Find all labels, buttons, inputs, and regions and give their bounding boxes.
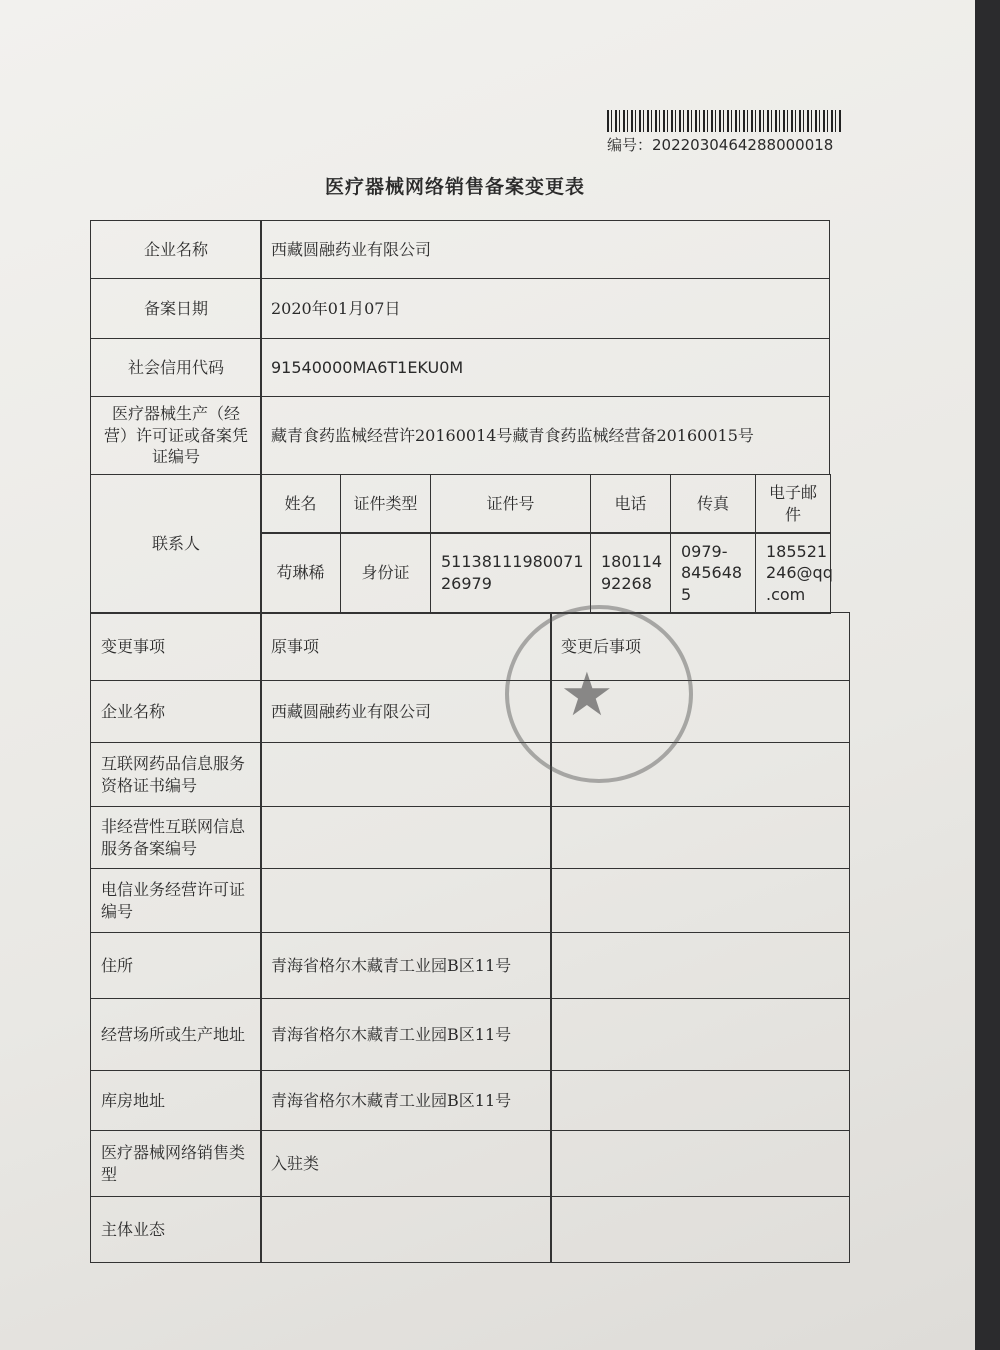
field-label: 医疗器械网络销售类型 [90,1130,262,1197]
contact-header: 证件类型 [340,474,431,534]
contact-value: 身份证 [340,532,431,614]
field-label: 医疗器械生产（经营）许可证或备案凭证编号 [90,396,262,475]
field-label: 联系人 [90,474,262,614]
seal-star-icon: ★ [560,660,614,730]
change-header: 变更后事项 [550,612,850,681]
field-label: 电信业务经营许可证编号 [90,868,262,933]
changed-value [550,1196,850,1263]
changed-value [550,806,850,869]
form-title: 医疗器械网络销售备案变更表 [325,176,586,198]
field-label: 住所 [90,932,262,999]
field-label: 社会信用代码 [90,338,262,397]
field-value: 2020年01月07日 [260,278,830,339]
field-label: 备案日期 [90,278,262,339]
original-value: 青海省格尔木藏青工业园B区11号 [260,1070,552,1131]
field-label: 库房地址 [90,1070,262,1131]
field-label: 经营场所或生产地址 [90,998,262,1071]
field-label: 主体业态 [90,1196,262,1263]
changed-value [550,868,850,933]
background-edge [975,0,1000,1350]
contact-value: 51138111980071 26979 [430,532,591,614]
changed-value [550,1130,850,1197]
original-value [260,742,552,807]
original-value: 青海省格尔木藏青工业园B区11号 [260,932,552,999]
field-value: 西藏圆融药业有限公司 [260,220,830,279]
original-value [260,1196,552,1263]
contact-header: 姓名 [260,474,341,534]
barcode [607,110,842,132]
field-value: 藏青食药监械经营许20160014号藏青食药监械经营备20160015号 [260,396,830,475]
original-value: 西藏圆融药业有限公司 [260,680,552,743]
contact-value: 0979- 845648 5 [670,532,756,614]
contact-value: 180114 92268 [590,532,671,614]
change-header: 原事项 [260,612,552,681]
changed-value [550,1070,850,1131]
change-header: 变更事项 [90,612,262,681]
field-label: 互联网药品信息服务资格证书编号 [90,742,262,807]
contact-header: 电话 [590,474,671,534]
document-number: 编号：2022030464288000018 [607,136,834,154]
contact-header: 传真 [670,474,756,534]
contact-value: 185521 246@qq .com [755,532,831,614]
field-label: 企业名称 [90,220,262,279]
contact-header: 证件号 [430,474,591,534]
changed-value [550,998,850,1071]
contact-header: 电子邮件 [755,474,831,534]
contact-value: 苟琳稀 [260,532,341,614]
field-label: 企业名称 [90,680,262,743]
field-label: 非经营性互联网信息服务备案编号 [90,806,262,869]
original-value [260,806,552,869]
original-value: 入驻类 [260,1130,552,1197]
original-value: 青海省格尔木藏青工业园B区11号 [260,998,552,1071]
original-value [260,868,552,933]
changed-value [550,932,850,999]
field-value: 91540000MA6T1EKU0M [260,338,830,397]
